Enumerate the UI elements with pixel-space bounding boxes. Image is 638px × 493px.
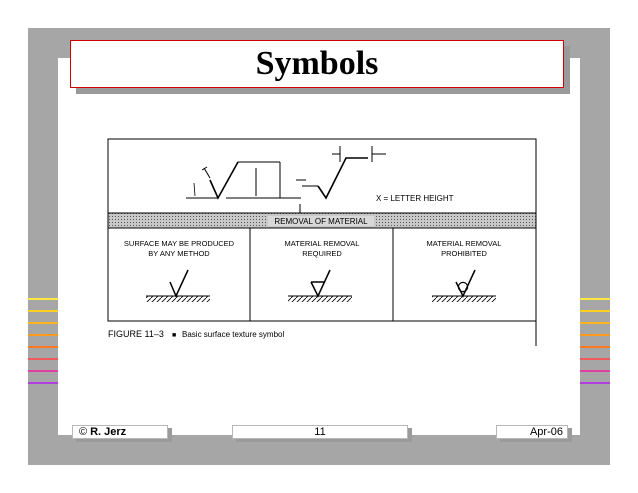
- figure-drawing: [106, 138, 542, 350]
- right-decorative-stripes: [580, 298, 610, 398]
- footer-author: R. Jerz: [90, 426, 127, 438]
- cell-1-line-2: BY ANY METHOD: [148, 249, 210, 258]
- surface-texture-figure: [106, 138, 542, 350]
- band-label: REMOVAL OF MATERIAL: [274, 217, 368, 226]
- footer-page-box: [232, 425, 408, 439]
- slide-title: Symbols: [255, 45, 379, 82]
- page-number: 11: [314, 426, 326, 438]
- decorative-stripe: [28, 334, 58, 336]
- cell-3-line-2: PROHIBITED: [441, 249, 487, 258]
- caption-marker-icon: ■: [172, 332, 177, 339]
- decorative-stripe: [580, 322, 610, 324]
- cell-1-line-1: SURFACE MAY BE PRODUCED: [123, 239, 235, 248]
- cell-2-line-1: MATERIAL REMOVAL: [284, 239, 360, 248]
- decorative-stripe: [28, 346, 58, 348]
- decorative-stripe: [28, 310, 58, 312]
- left-decorative-stripes: [28, 298, 58, 398]
- letter-height-note: X = LETTER HEIGHT: [376, 194, 454, 203]
- caption-text: Basic surface texture symbol: [182, 330, 285, 339]
- decorative-stripe: [28, 322, 58, 324]
- decorative-stripe: [580, 334, 610, 336]
- footer-author-box: [72, 425, 168, 439]
- copyright-icon: ©: [79, 426, 88, 438]
- decorative-stripe: [580, 310, 610, 312]
- footer-date-box: [496, 425, 568, 439]
- decorative-stripe: [28, 382, 58, 384]
- caption-label: FIGURE 11–3: [108, 329, 164, 339]
- cell-3-line-1: MATERIAL REMOVAL: [426, 239, 502, 248]
- decorative-stripe: [580, 358, 610, 360]
- decorative-stripe: [580, 382, 610, 384]
- title-box: [70, 40, 564, 88]
- decorative-stripe: [580, 370, 610, 372]
- decorative-stripe: [580, 298, 610, 300]
- footer-date: Apr-06: [529, 426, 563, 438]
- decorative-stripe: [28, 298, 58, 300]
- decorative-stripe: [28, 370, 58, 372]
- decorative-stripe: [580, 346, 610, 348]
- figure-border: [108, 139, 536, 321]
- cell-2-line-2: REQUIRED: [302, 249, 342, 258]
- decorative-stripe: [28, 358, 58, 360]
